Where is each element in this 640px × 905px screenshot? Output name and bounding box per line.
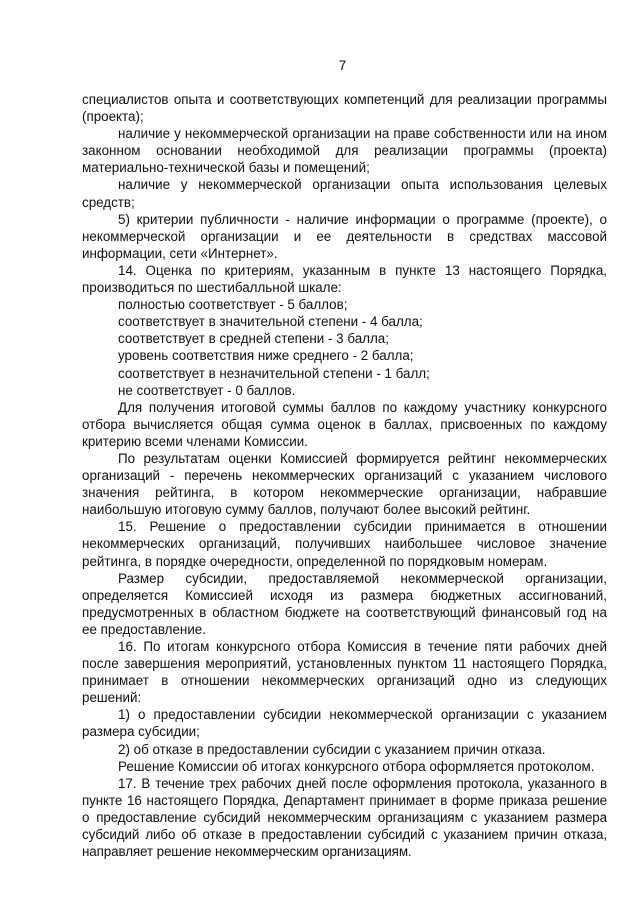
paragraph-12: По результатам оценки Комиссией формируется рейтинг некоммерческих организаций - перечень некоммерческих организаций с указанием числового значения рейтинга, в котором некоммерческие организации, набравшие наибольшую итоговую сумму баллов, получают более высокий рейтинг. [82, 450, 607, 518]
paragraph-18: Решение Комиссии об итогах конкурсного отбора оформляется протоколом. [118, 758, 595, 774]
paragraph-3: 5) критерии публичности - наличие информации о программе (проекте), о некоммерческой организации и ее деятельности в средствах массовой информации, сети «Интернет». [82, 211, 607, 261]
list-item-3-points: соответствует в средней степени - 3 балла; [118, 331, 389, 347]
paragraph-13: 15. Решение о предоставлении субсидии принимается в отношении некоммерческих организаций, получивших наибольшее числовое значение рейтинга, в порядке очередности, определенной по порядковым номерам. [82, 519, 607, 569]
list-item-1-point: соответствует в незначительной степени - 1 балл; [118, 365, 430, 381]
paragraph-14: Размер субсидии, предоставляемой некоммерческой организации, определяется Комиссией исходя из размера бюджетных ассигнований, предусмотренных в областном бюджете на соответствующий финансовый год на ее предоставление. [82, 570, 607, 637]
list-item-0-points: не соответствует - 0 баллов. [118, 382, 296, 398]
paragraph-15: 16. По итогам конкурсного отбора Комиссия в течение пяти рабочих дней после завершения мероприятий, установленных пунктом 11 настоящего Порядка, принимает в отношении некоммерческих организаций одно из следующих решений: [82, 639, 607, 706]
paragraph-19: 17. В течение трех рабочих дней после оформления протокола, указанного в пункте 16 настоящего Порядка, Департамент принимает в форме приказа решение о предоставление субсидий некоммерческим организациям с указанием размера субсидий либо об отказе в предоставлении субсидий с указанием причин отказа, направляет решение некоммерческим организациям. [82, 775, 607, 860]
list-item-2-points: уровень соответствия ниже среднего - 2 балла; [118, 348, 414, 364]
paragraph-11: Для получения итоговой суммы баллов по каждому участнику конкурсного отбора вычисляется общая сумма оценок в баллах, присвоенных по каждому критерию всеми членами Комиссии. [82, 399, 607, 449]
paragraph-0: специалистов опыта и соответствующих компетенций для реализации программы (проекта); [82, 92, 607, 125]
paragraph-2: наличие у некоммерческой организации опыта использования целевых средств; [82, 177, 607, 210]
paragraph-16: 1) о предоставлении субсидии некоммерческой организации с указанием размера субсидии; [82, 707, 607, 740]
document-body [82, 91, 607, 860]
list-item-5-points: полностью соответствует - 5 баллов; [118, 297, 348, 313]
list-item-4-points: соответствует в значительной степени - 4 балла; [118, 314, 423, 330]
page-number: 7 [338, 58, 347, 73]
paragraph-17: 2) об отказе в предоставлении субсидии с указанием причин отказа. [118, 741, 546, 757]
paragraph-1: наличие у некоммерческой организации на праве собственности или на ином законном основании необходимой для реализации программы (проекта) материально-технической базы и помещений; [82, 126, 607, 176]
paragraph-4: 14. Оценка по критериям, указанным в пункте 13 настоящего Порядка, производиться по шестибалльной шкале: [82, 262, 607, 296]
